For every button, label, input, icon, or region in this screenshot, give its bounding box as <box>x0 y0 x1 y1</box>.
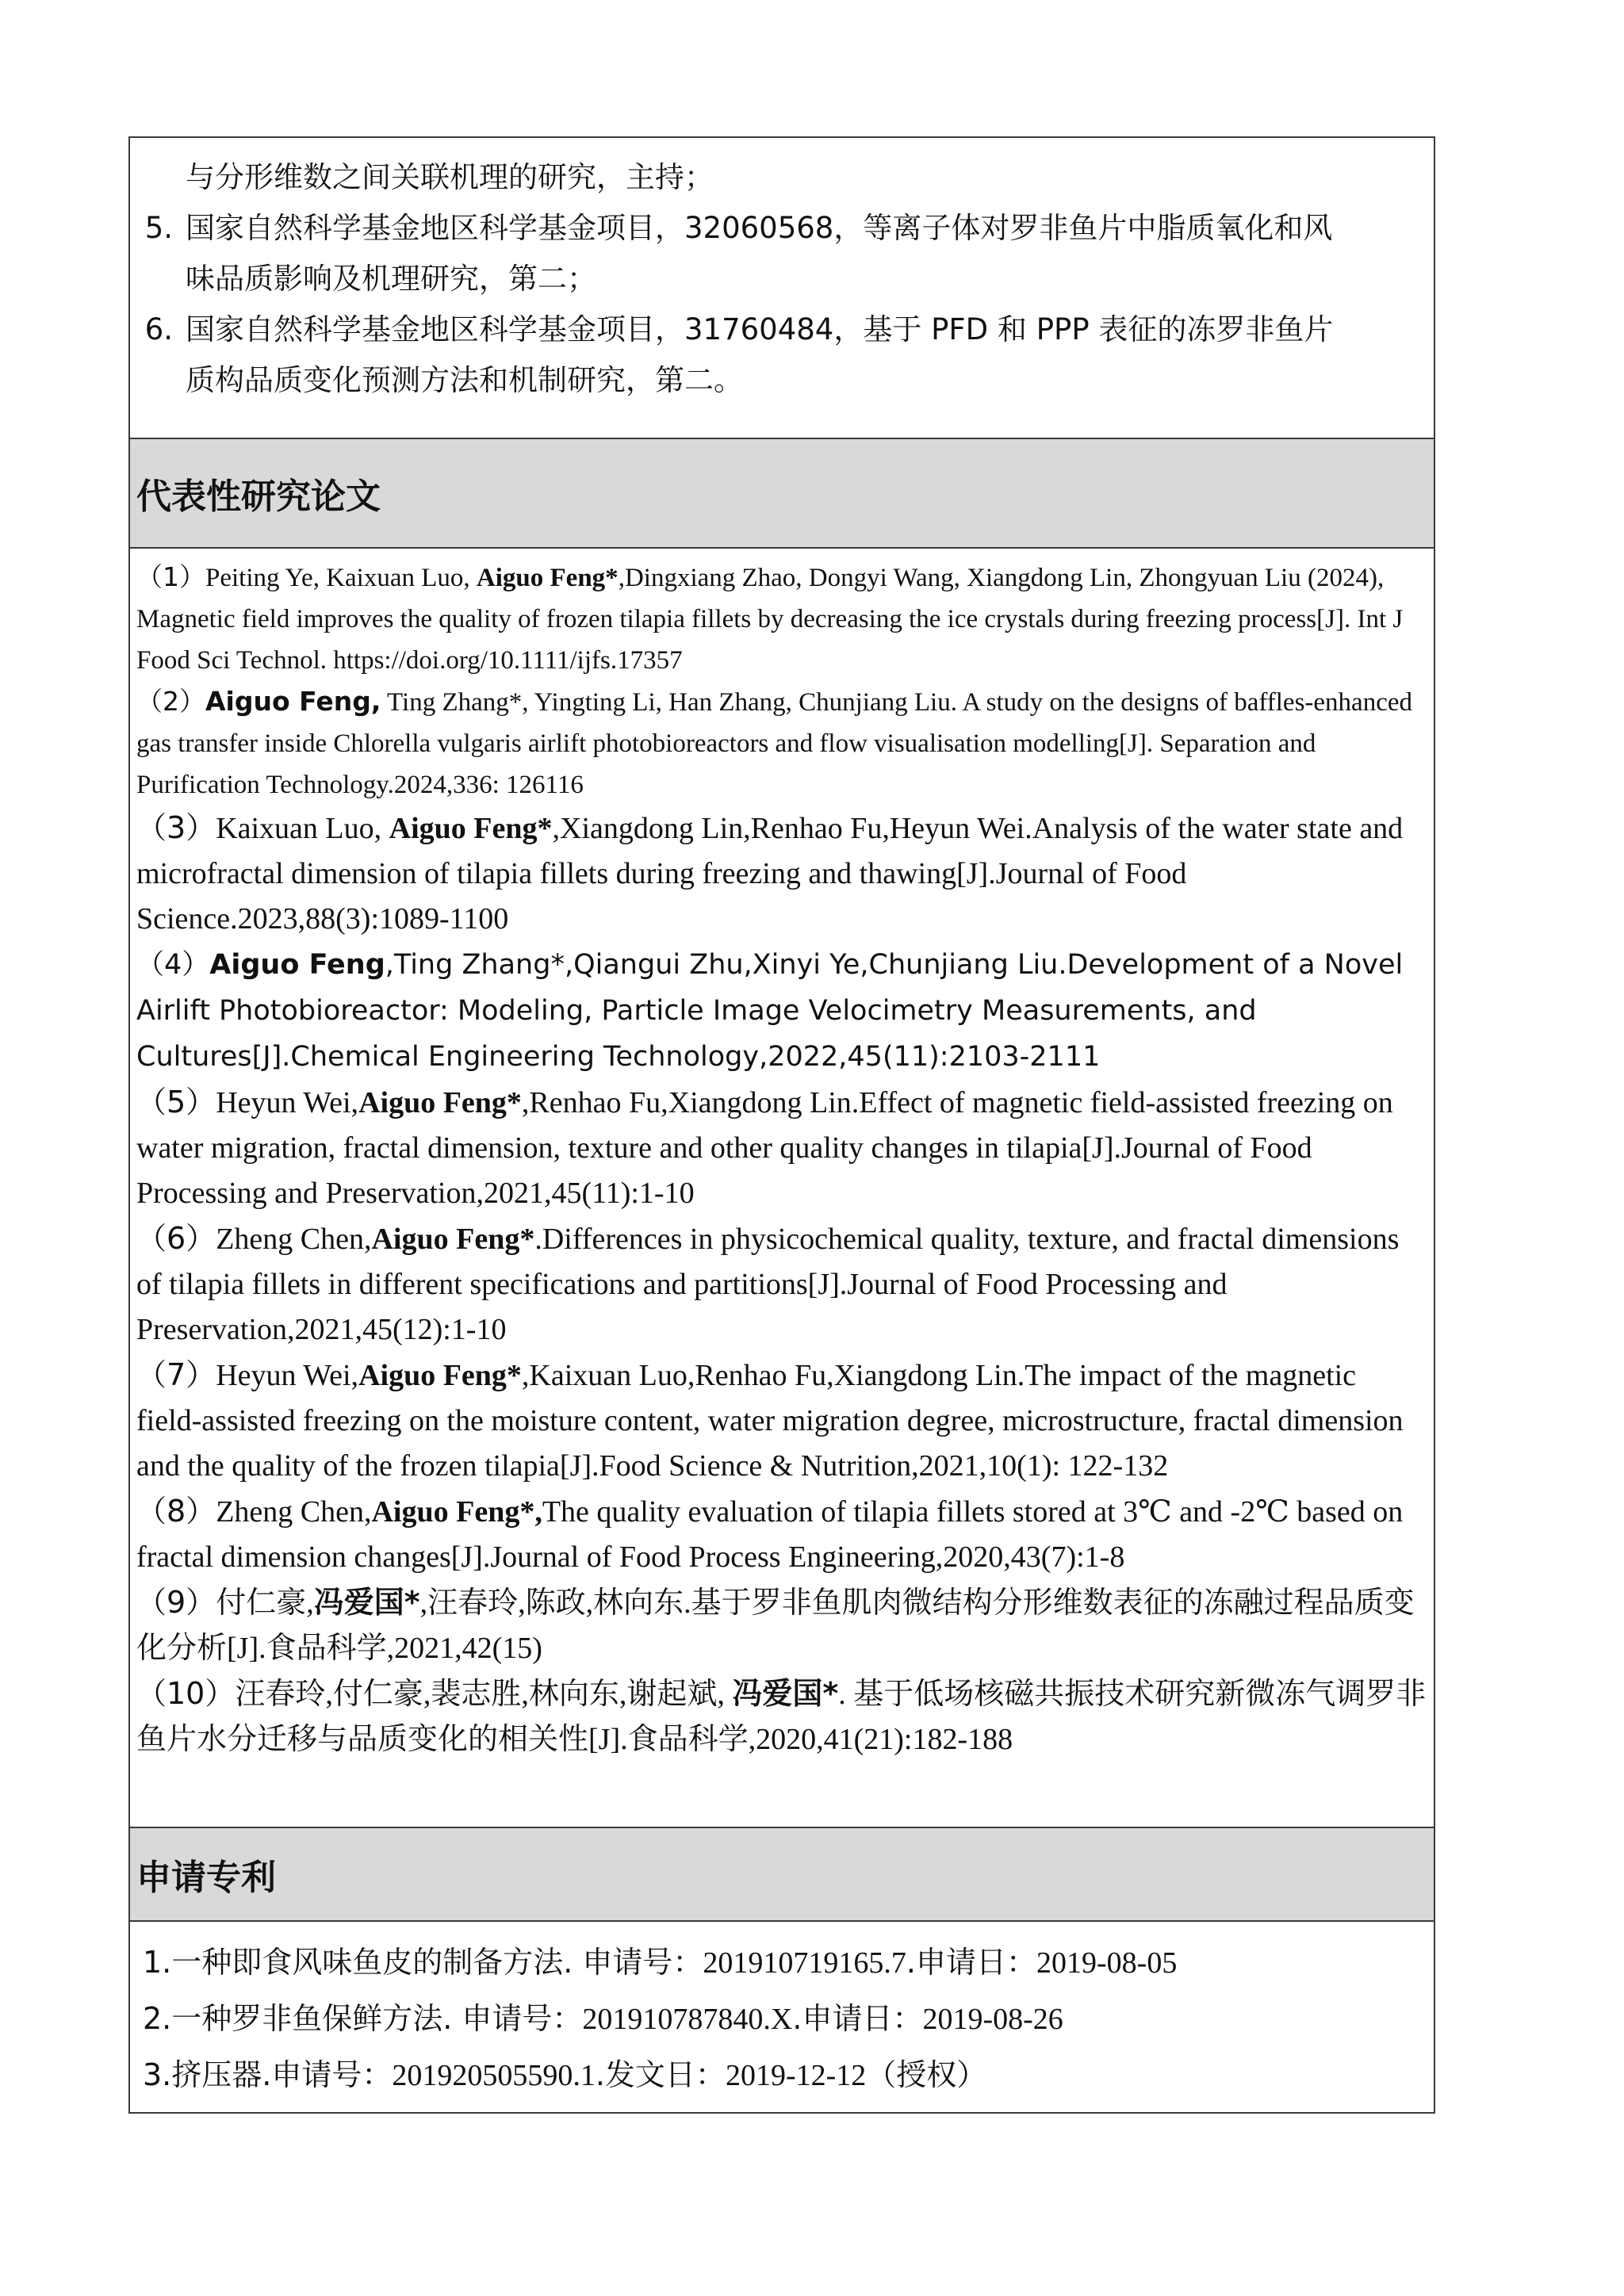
paper-index: （8） <box>136 1494 216 1529</box>
paper-index: （6） <box>136 1221 216 1256</box>
paper-item <box>136 681 1427 806</box>
paper-rest: . 基于低场核磁共振技术研究新微冻气调罗非鱼片水分迁移与品质变化的相关性[J].食品科学,2020,41(21):182-188 <box>136 1678 1427 1756</box>
funding-item-line: 质构品质变化预测方法和机制研究，第二。 <box>186 363 743 397</box>
paper-authors-before: 付仁豪, <box>216 1586 314 1620</box>
patent-number: 201920505590.1 <box>392 2059 596 2092</box>
paper-authors-before: Peiting Ye, Kaixuan Luo, <box>205 564 477 592</box>
paper-index: （9） <box>136 1585 216 1620</box>
paper-authors-before: Zheng Chen, <box>216 1495 372 1529</box>
patents-header <box>130 1828 1434 1922</box>
paper-highlight-author: Aiguo Feng, <box>205 686 381 717</box>
paper-rest: ,Ting Zhang*,Qiangui Zhu,Xinyi Ye,Chunjiang Liu.Development of a Novel Airlift Photobioreactor: Modeling, Particle Image Velocimetry Measurements, and Cultures[J].Chemical Engineering Technology,2022,45(11):2103-2111 <box>136 949 1404 1073</box>
paper-rest: Ting Zhang*, Yingting Li, Han Zhang, Chunjiang Liu. A study on the designs of baffles-enhanced gas transfer inside Chlorella vulgaris airlift photobioreactors and flow visualisation modelling[J]. Separation and Purification Technology.2024,336: 126116 <box>136 688 1412 799</box>
patents-list <box>130 1922 1434 2112</box>
paper-highlight-author: Aiguo Feng* <box>389 812 553 845</box>
paper-item <box>136 1353 1427 1489</box>
paper-item <box>136 1671 1427 1762</box>
papers-title: 代表性研究论文 <box>136 476 381 517</box>
paper-highlight-author: 冯爱国* <box>732 1676 839 1711</box>
patent-date: 2019-08-26 <box>922 2003 1063 2036</box>
paper-authors-before: Zheng Chen, <box>216 1223 372 1256</box>
paper-index: （2） <box>136 686 205 717</box>
paper-rest: ,Xiangdong Lin,Renhao Fu,Heyun Wei.Analysis of the water state and microfractal dimension of tilapia fillets during freezing and thawing[J].Journal of Food Science.2023,88(3):1089-1100 <box>136 812 1404 936</box>
paper-index: （5） <box>136 1085 216 1119</box>
funding-section <box>130 138 1434 439</box>
patent-date-label: .申请日： <box>906 1945 1037 1980</box>
paper-authors-before: Kaixuan Luo, <box>216 812 389 845</box>
paper-rest: The quality evaluation of tilapia fillets stored at 3℃ and -2℃ based on fractal dimension changes[J].Journal of Food Process Engineering,2020,43(7):1-8 <box>136 1495 1404 1574</box>
funding-item-6 <box>130 304 1434 406</box>
paper-rest: ,Renhao Fu,Xiangdong Lin.Effect of magnetic field-assisted freezing on water migration, fractal dimension, texture and other quality changes in tilapia[J].Journal of Food Processing and Preservation,2021,45(11):1-10 <box>136 1086 1393 1210</box>
funding-item-line: 国家自然科学基金地区科学基金项目，31760484，基于 PFD 和 PPP 表征的冻罗非鱼片 <box>186 312 1334 346</box>
paper-highlight-author: Aiguo Feng <box>209 949 385 981</box>
resume-table <box>128 136 1435 2114</box>
funding-continuation: 与分形维数之间关联机理的研究，主持； <box>186 160 714 194</box>
paper-rest: .Differences in physicochemical quality, texture, and fractal dimensions of tilapia fillets in different specifications and partitions[J].Journal of Food Processing and Preservation,2021,45(12):1-10 <box>136 1223 1400 1346</box>
paper-authors-before: 汪春玲,付仁豪,裴志胜,林向东,谢起斌, <box>235 1678 733 1711</box>
patent-item <box>143 1991 1434 2047</box>
paper-highlight-author: Aiguo Feng* <box>358 1359 522 1392</box>
paper-highlight-author: Aiguo Feng* <box>476 564 619 592</box>
paper-index: （4） <box>136 949 210 981</box>
patent-item <box>143 2047 1434 2103</box>
paper-highlight-author: Aiguo Feng*, <box>371 1495 542 1529</box>
paper-item <box>136 942 1427 1080</box>
patent-date-label: .申请日： <box>792 2001 923 2036</box>
funding-item-line: 国家自然科学基金地区科学基金项目，32060568，等离子体对罗非鱼片中脂质氧化和风 <box>186 211 1333 245</box>
paper-rest: ,Kaixuan Luo,Renhao Fu,Xiangdong Lin.The impact of the magnetic field-assisted freezing on the moisture content, water migration degree, microstructure, fractal dimension and the quality of the frozen tilapia[J].Food Science & Nutrition,2021,10(1): 122-132 <box>136 1359 1404 1483</box>
paper-item <box>136 806 1427 942</box>
funding-item-number: 5. <box>144 211 173 245</box>
patent-date: 2019-12-12 <box>725 2059 867 2092</box>
paper-item <box>136 1580 1427 1671</box>
paper-authors-before: Heyun Wei, <box>216 1359 359 1392</box>
patent-title: 1.一种即食风味鱼皮的制备方法. 申请号： <box>143 1945 703 1980</box>
funding-item-5 <box>130 203 1434 304</box>
paper-highlight-author: Aiguo Feng* <box>358 1086 522 1119</box>
paper-index: （1） <box>136 561 205 592</box>
papers-list <box>130 549 1434 1828</box>
paper-item <box>136 1080 1427 1216</box>
paper-index: （7） <box>136 1357 216 1392</box>
patent-title: 3.挤压器.申请号： <box>143 2057 393 2092</box>
paper-item <box>136 557 1427 681</box>
patent-date: 2019-08-05 <box>1036 1946 1178 1980</box>
patent-date-label: .发文日： <box>595 2057 726 2092</box>
patents-title: 申请专利 <box>136 1858 276 1898</box>
papers-header <box>130 439 1434 549</box>
funding-item-number: 6. <box>144 312 173 346</box>
paper-highlight-author: Aiguo Feng* <box>371 1223 535 1256</box>
patent-number: 201910787840.X <box>582 2003 793 2036</box>
funding-item-line: 味品质影响及机理研究，第二； <box>186 262 596 296</box>
paper-rest: ,汪春玲,陈政,林向东.基于罗非鱼肌肉微结构分形维数表征的冻融过程品质变化分析[J].食品科学,2021,42(15) <box>136 1586 1415 1665</box>
paper-index: （10） <box>136 1676 236 1711</box>
patent-number: 201910719165.7 <box>703 1946 906 1980</box>
patent-status: （授权） <box>866 2057 987 2092</box>
patent-title: 2.一种罗非鱼保鲜方法. 申请号： <box>143 2001 583 2036</box>
paper-rest: ,Dingxiang Zhao, Dongyi Wang, Xiangdong Lin, Zhongyuan Liu (2024), Magnetic field improves the quality of frozen tilapia fillets by decreasing the ice crystals during freezing process[J]. Int J Food Sci Technol. https://doi.org/10.1111/ijfs.17357 <box>136 564 1404 675</box>
funding-item-text <box>186 203 1434 304</box>
paper-item <box>136 1489 1427 1580</box>
paper-item <box>136 1216 1427 1353</box>
paper-index: （3） <box>136 810 216 845</box>
patent-item <box>143 1934 1434 1991</box>
paper-highlight-author: 冯爱国* <box>313 1585 420 1620</box>
paper-authors-before: Heyun Wei, <box>216 1086 359 1119</box>
funding-item-text <box>186 304 1434 406</box>
